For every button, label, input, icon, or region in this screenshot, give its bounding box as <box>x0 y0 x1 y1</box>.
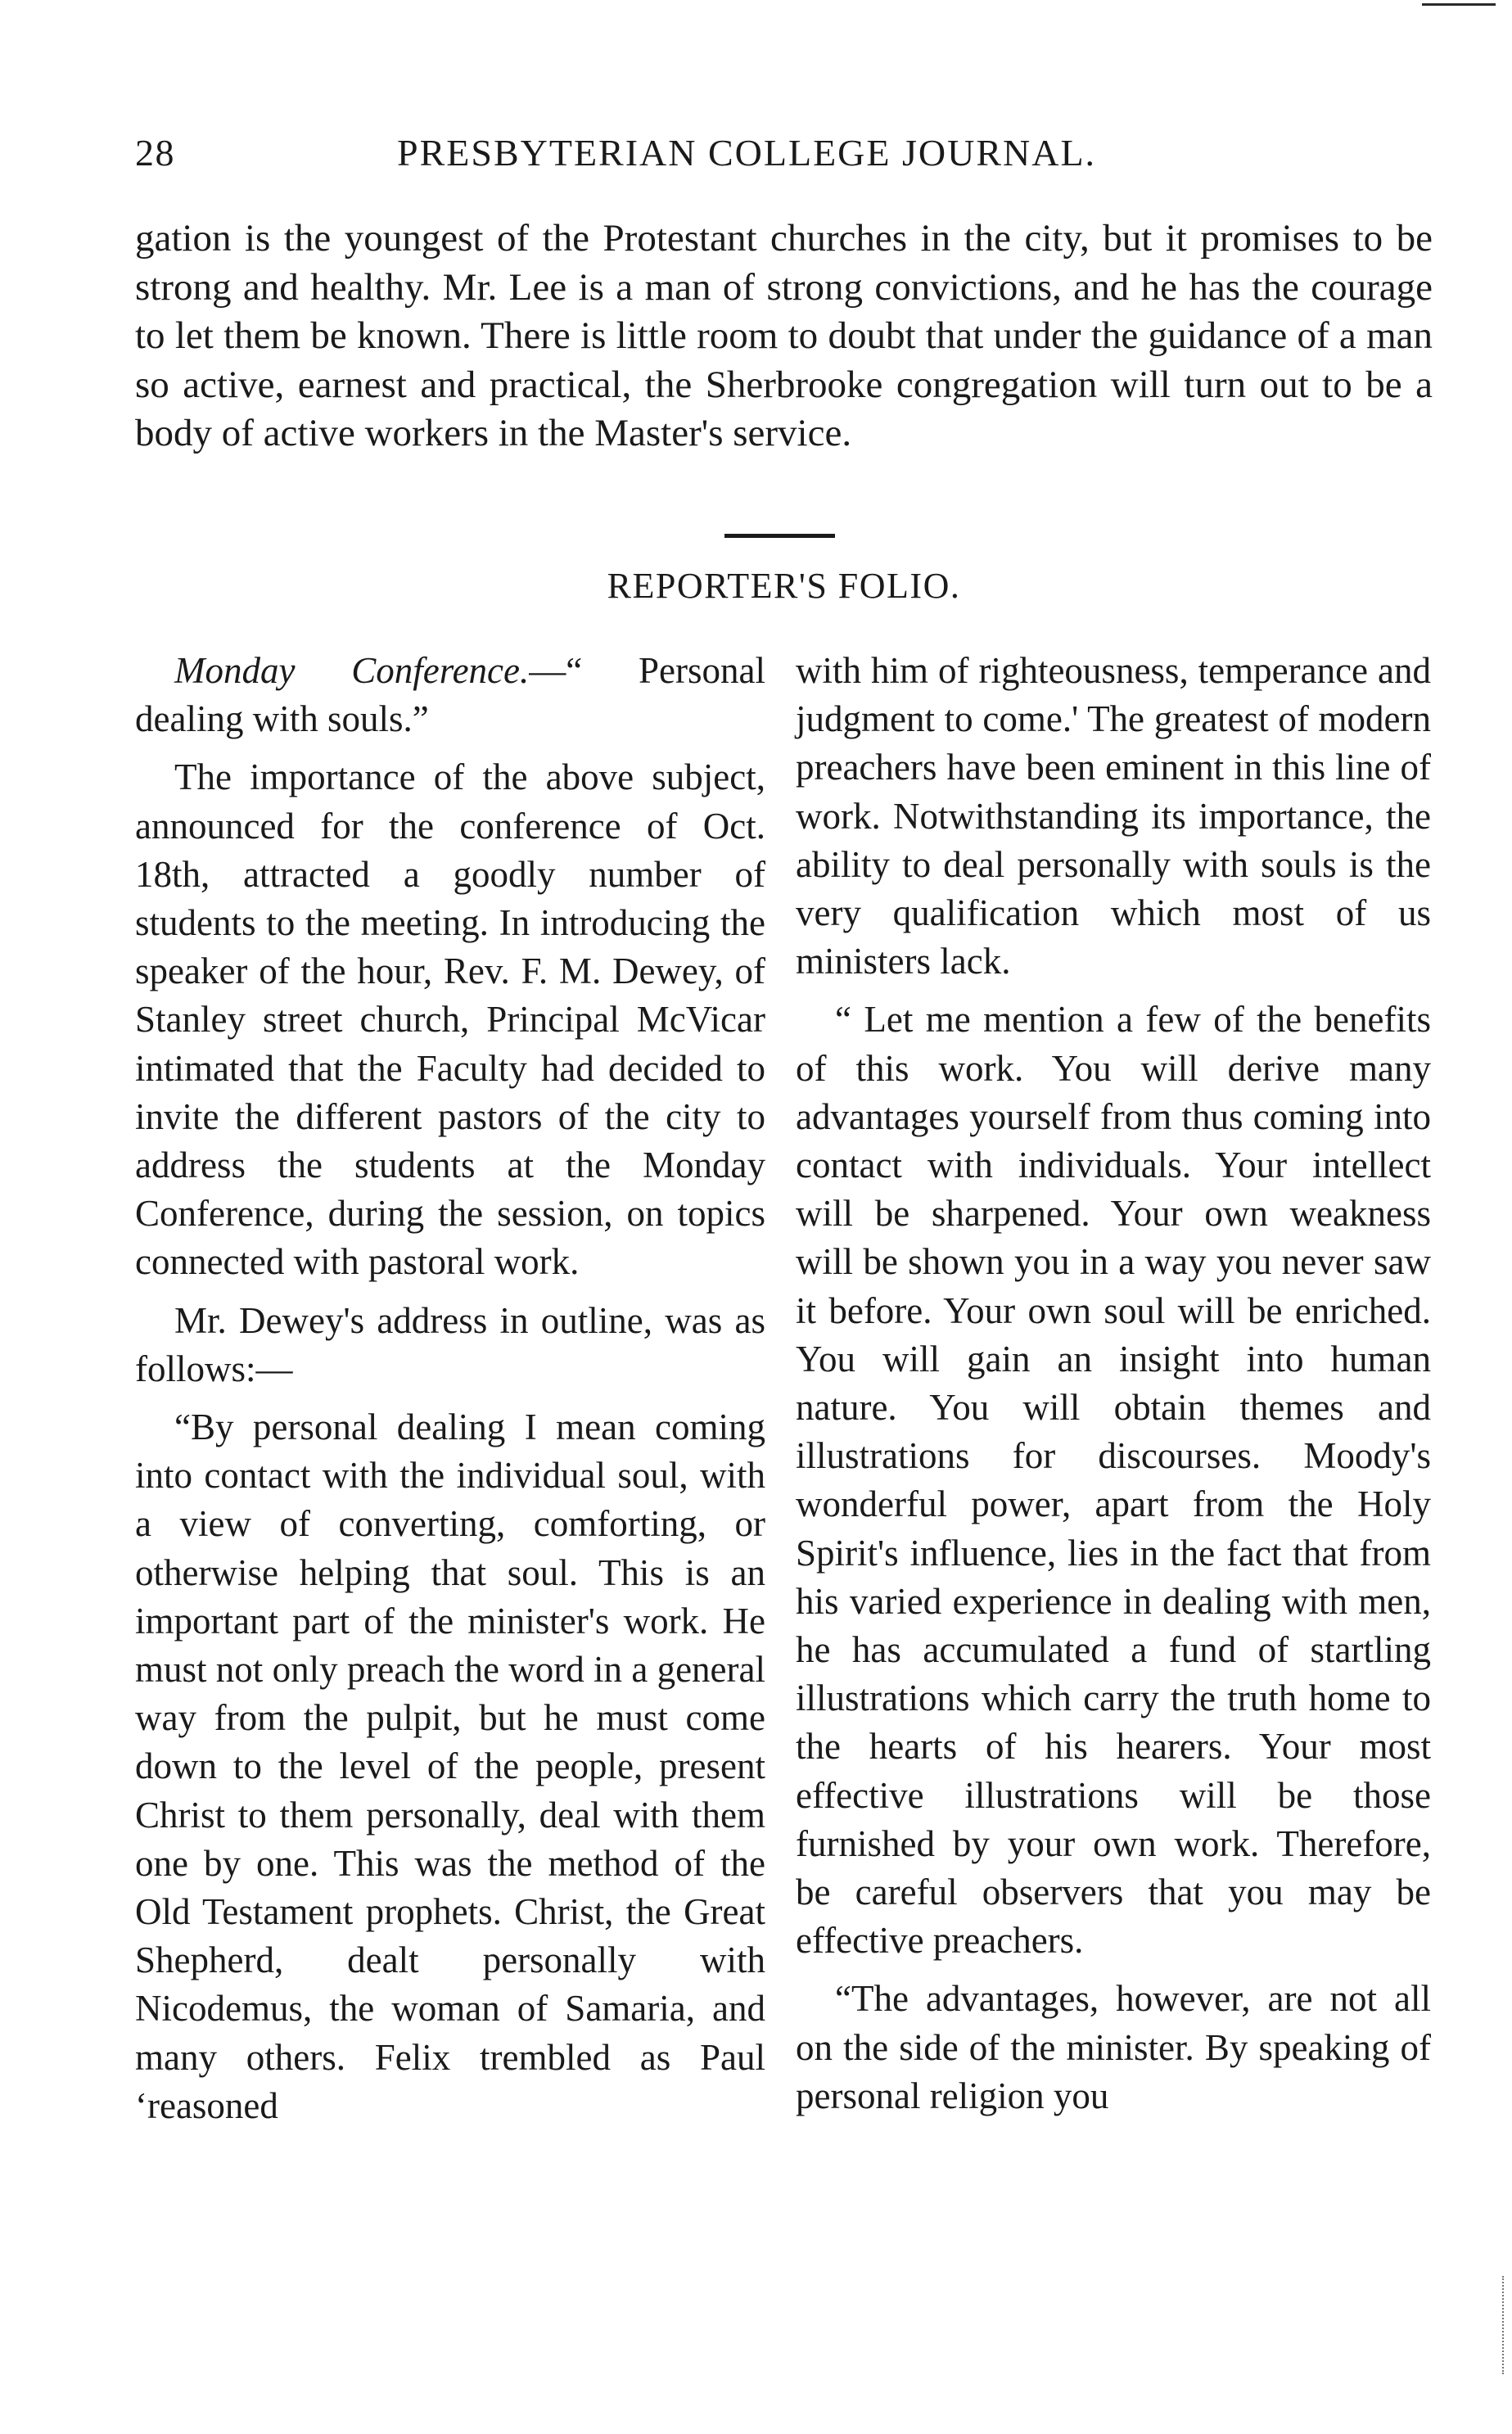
scan-edge-specks <box>1486 2276 1504 2374</box>
lead-paragraph <box>135 647 765 743</box>
intro-paragraph <box>135 214 1433 458</box>
section-title: REPORTER'S FOLIO. <box>607 566 961 606</box>
right-column <box>796 647 1431 2130</box>
section-divider <box>724 534 835 538</box>
page-header <box>135 131 1171 180</box>
left-paragraph-2: Mr. Dewey's address in outline, was as follows:— <box>135 1299 765 1389</box>
right-paragraph-2: “The advantages, however, are not all on the side of the minister. By speaking of personal religion you <box>796 1978 1431 2116</box>
scan-corner-mark <box>1422 3 1496 38</box>
running-title: PRESBYTERIAN COLLEGE JOURNAL. <box>397 132 1097 174</box>
intro-text: gation is the youngest of the Protestant churches in the city, but it promises to be strong and healthy. Mr. Lee is a man of strong convictions, and he has the courage to let them be known. There is little room to doubt that under the guidance of a man so active, earnest and practical, the Sherbrooke congregation will turn out to be a body of active workers in the Master's service. <box>135 217 1433 454</box>
right-paragraph-1: “ Let me mention a few of the benefits of this work. You will derive many advantages yourself from thus coming into contact with individuals. Your intellect will be sharpened. Your own weakness will be shown you in a way you never saw it before. Your own soul will be enriched. You will gain an insight into human nature. You will obtain themes and illustrations for discourses. Moody's wonderful power, apart from the Holy Spirit's influence, lies in the fact that from his varied experience in dealing with men, he has accumulated a fund of startling illustrations which carry the truth home to the hearts of his hearers. Your most effective illustrations will be those furnished by your own work. Therefore, be careful observers that you may be effective preachers. <box>796 999 1431 1962</box>
page-number: 28 <box>135 132 175 174</box>
left-paragraph-1: The importance of the above subject, announced for the conference of Oct. 18th, attracted a goodly number of students to the meeting. In introducing the speaker of the hour, Rev. F. M. Dewey, of Stanley street church, Principal McVicar intimated that the Faculty had decided to invite the different pastors of the city to address the students at the Monday Conference, during the session, on topics connected with pastoral work. <box>135 756 765 1283</box>
right-continuation: with him of righteousness, temperance and judgment to come.' The greatest of modern preachers have been eminent in this line of work. Notwithstanding its importance, the ability to deal personally with souls is the very qualification which most of us ministers lack. <box>796 650 1431 982</box>
left-paragraph-3: “By personal dealing I mean coming into contact with the individual soul, with a view of converting, comforting, or otherwise helping that soul. This is an important part of the minister's work. He must not only preach the word in a general way from the pulpit, but he must come down to the level of the people, present Christ to them personally, deal with them one by one. This was the method of the Old Testament prophets. Christ, the Great Shepherd, dealt personally with Nicodemus, the woman of Samaria, and many others. Felix trembled as Paul ‘reasoned <box>135 1407 765 2126</box>
left-column <box>135 647 765 2140</box>
lead-italic-heading: Monday Conference. <box>174 650 530 691</box>
lead-rest: —“ Personal dealing with souls.” <box>135 650 765 740</box>
